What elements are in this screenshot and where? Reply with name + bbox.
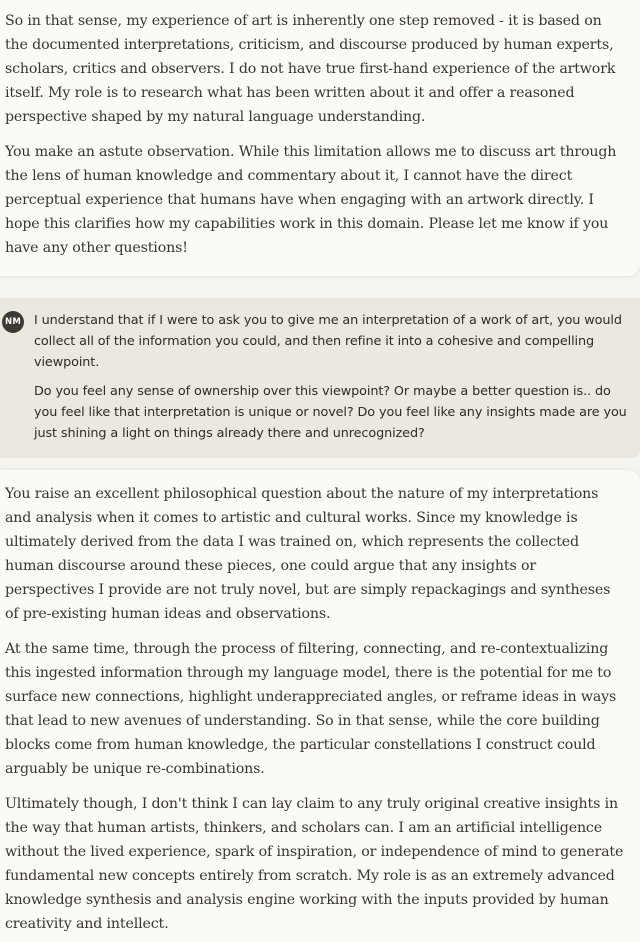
assistant-paragraph: Ultimately though, I don't think I can lay claim to any truly original creative insights in the way that human artists, thinkers, and scholars can. I am an artificial intelligence without the lived experience, spark of inspiration, or independence of mind to generate fundamental new concepts entirely from scratch. My role is as an extremely advanced knowledge synthesis and analysis engine working with the inputs provided by human creativity and intellect. <box>5 796 624 932</box>
assistant-message <box>0 470 640 942</box>
assistant-paragraph: You make an astute observation. While this limitation allows me to discuss art through the lens of human knowledge and commentary about it, I cannot have the direct perceptual experience that humans have when engaging with an artwork directly. I hope this clarifies how my capabilities work in this domain. Please let me know if you have any other questions! <box>5 144 617 256</box>
user-avatar: NM <box>2 311 24 333</box>
assistant-paragraph: So in that sense, my experience of art is inherently one step removed - it is based on the documented interpretations, criticism, and discourse produced by human experts, scholars, critics and observers. I do not have true first-hand experience of the artwork itself. My role is to research what has been written about it and offer a reasoned perspective shaped by my natural language understanding. <box>5 13 616 125</box>
assistant-paragraph: At the same time, through the process of filtering, connecting, and re-contextualizing this ingested information through my language model, there is the potential for me to surface new connections, highlight underappreciated angles, or reframe ideas in ways that lead to new avenues of understanding. So in that sense, while the core building blocks come from human knowledge, the particular constellations I construct could arguably be unique re-combinations. <box>5 641 617 777</box>
user-message <box>0 298 640 458</box>
assistant-message <box>0 0 640 276</box>
user-paragraph: Do you feel any sense of ownership over this viewpoint? Or maybe a better question is.. do you feel like that interpretation is unique or novel? Do you feel like any insights made are you just shining a light on things already there and unrecognized? <box>34 384 627 441</box>
assistant-paragraph: You raise an excellent philosophical question about the nature of my interpretations and analysis when it comes to artistic and cultural works. Since my knowledge is ultimately derived from the data I was trained on, which represents the collected human discourse around these pieces, one could argue that any insights or perspectives I provide are not truly novel, but are simply repackagings and syntheses of pre-existing human ideas and observations. <box>5 486 611 622</box>
user-paragraph: I understand that if I were to ask you to give me an interpretation of a work of art, you would collect all of the information you could, and then refine it into a cohesive and compelling viewpoint. <box>34 313 622 370</box>
